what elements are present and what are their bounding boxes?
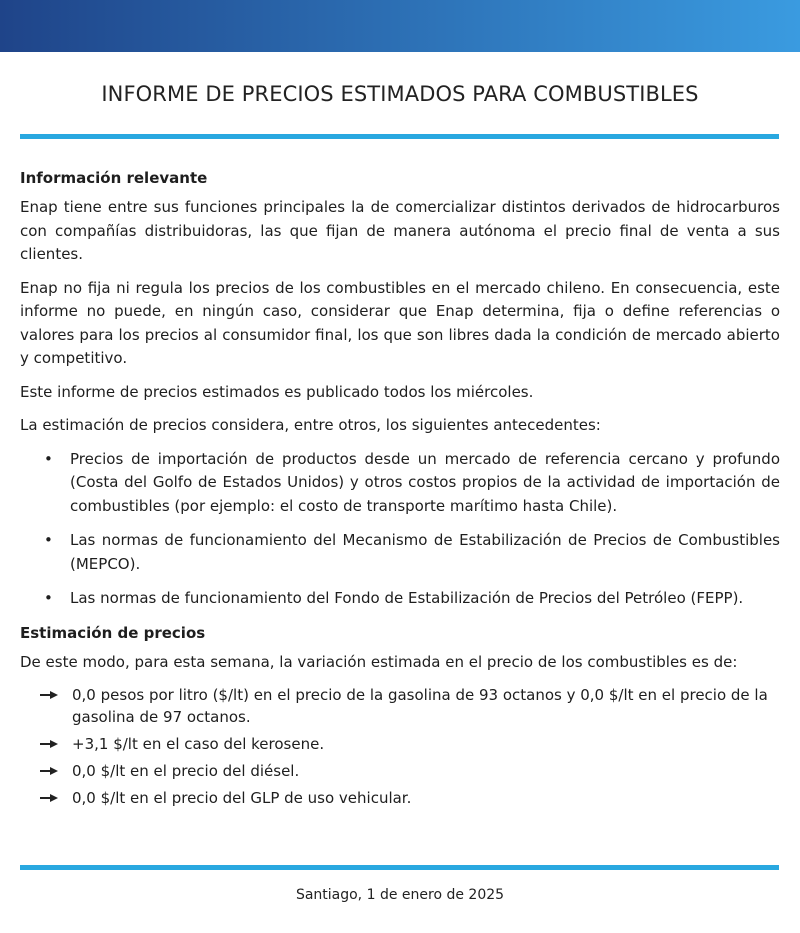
bullet-dot-icon: •	[44, 531, 53, 549]
paragraph: Este informe de precios estimados es publicado todos los miércoles.	[20, 382, 534, 401]
section-heading-estimation: Estimación de precios	[20, 623, 206, 642]
arrow-right-icon	[40, 793, 58, 803]
list-item	[20, 529, 780, 576]
list-item	[20, 760, 780, 782]
list-item	[20, 587, 780, 611]
paragraph: De este modo, para esta semana, la variación estimada en el precio de los combustibles es de:	[20, 652, 738, 671]
list-item-text: Precios de importación de productos desde un mercado de referencia cercano y profundo (Costa del Golfo de Estados Unidos) y otros costos propios de la actividad de importación de combustibles (por ejemplo: el costo de transporte marítimo hasta Chile).	[70, 449, 780, 515]
paragraph: Enap tiene entre sus funciones principales la de comercializar distintos derivados de hidrocarburos con compañías distribuidoras, las que fijan de manera autónoma el precio final de venta a sus clientes.	[20, 198, 780, 263]
list-item	[20, 733, 780, 755]
list-item-text: 0,0 pesos por litro ($/lt) en el precio de la gasolina de 93 octanos y 0,0 $/lt en el precio de la gasolina de 97 octanos.	[72, 686, 768, 726]
list-item-text: +3,1 $/lt en el caso del kerosene.	[72, 735, 325, 753]
list-item-text: Las normas de funcionamiento del Mecanismo de Estabilización de Precios de Combustibles (MEPCO).	[70, 531, 780, 573]
bullet-dot-icon: •	[44, 449, 53, 468]
list-item	[20, 684, 780, 728]
arrow-right-icon	[40, 690, 58, 700]
top-divider	[20, 134, 779, 139]
list-item	[20, 787, 780, 809]
price-variation-list	[20, 684, 780, 809]
arrow-right-icon	[40, 739, 58, 749]
footer-date: Santiago, 1 de enero de 2025	[295, 887, 505, 903]
paragraph: Enap no fija ni regula los precios de los combustibles en el mercado chileno. En consecuencia, este informe no puede, en ningún caso, considerar que Enap determina, fija o define referencias o valores para los precios al consumidor final, los que son libres dada la condición de mercado abierto y competitivo.	[20, 278, 780, 367]
list-item-text: 0,0 $/lt en el precio del diésel.	[72, 762, 300, 780]
arrow-right-icon	[40, 766, 58, 776]
list-item-text: 0,0 $/lt en el precio del GLP de uso vehicular.	[72, 789, 412, 807]
bottom-divider	[20, 865, 779, 870]
page-title: INFORME DE PRECIOS ESTIMADOS PARA COMBUSTIBLES	[101, 82, 699, 106]
antecedents-list	[20, 448, 780, 611]
bullet-dot-icon: •	[44, 589, 53, 607]
document-body	[20, 160, 780, 814]
list-item	[20, 448, 780, 519]
section-heading-info: Información relevante	[20, 169, 208, 187]
paragraph: La estimación de precios considera, entre otros, los siguientes antecedentes:	[20, 416, 601, 434]
list-item-text: Las normas de funcionamiento del Fondo de Estabilización de Precios del Petróleo (FEPP).	[70, 589, 744, 607]
top-banner	[0, 0, 800, 52]
